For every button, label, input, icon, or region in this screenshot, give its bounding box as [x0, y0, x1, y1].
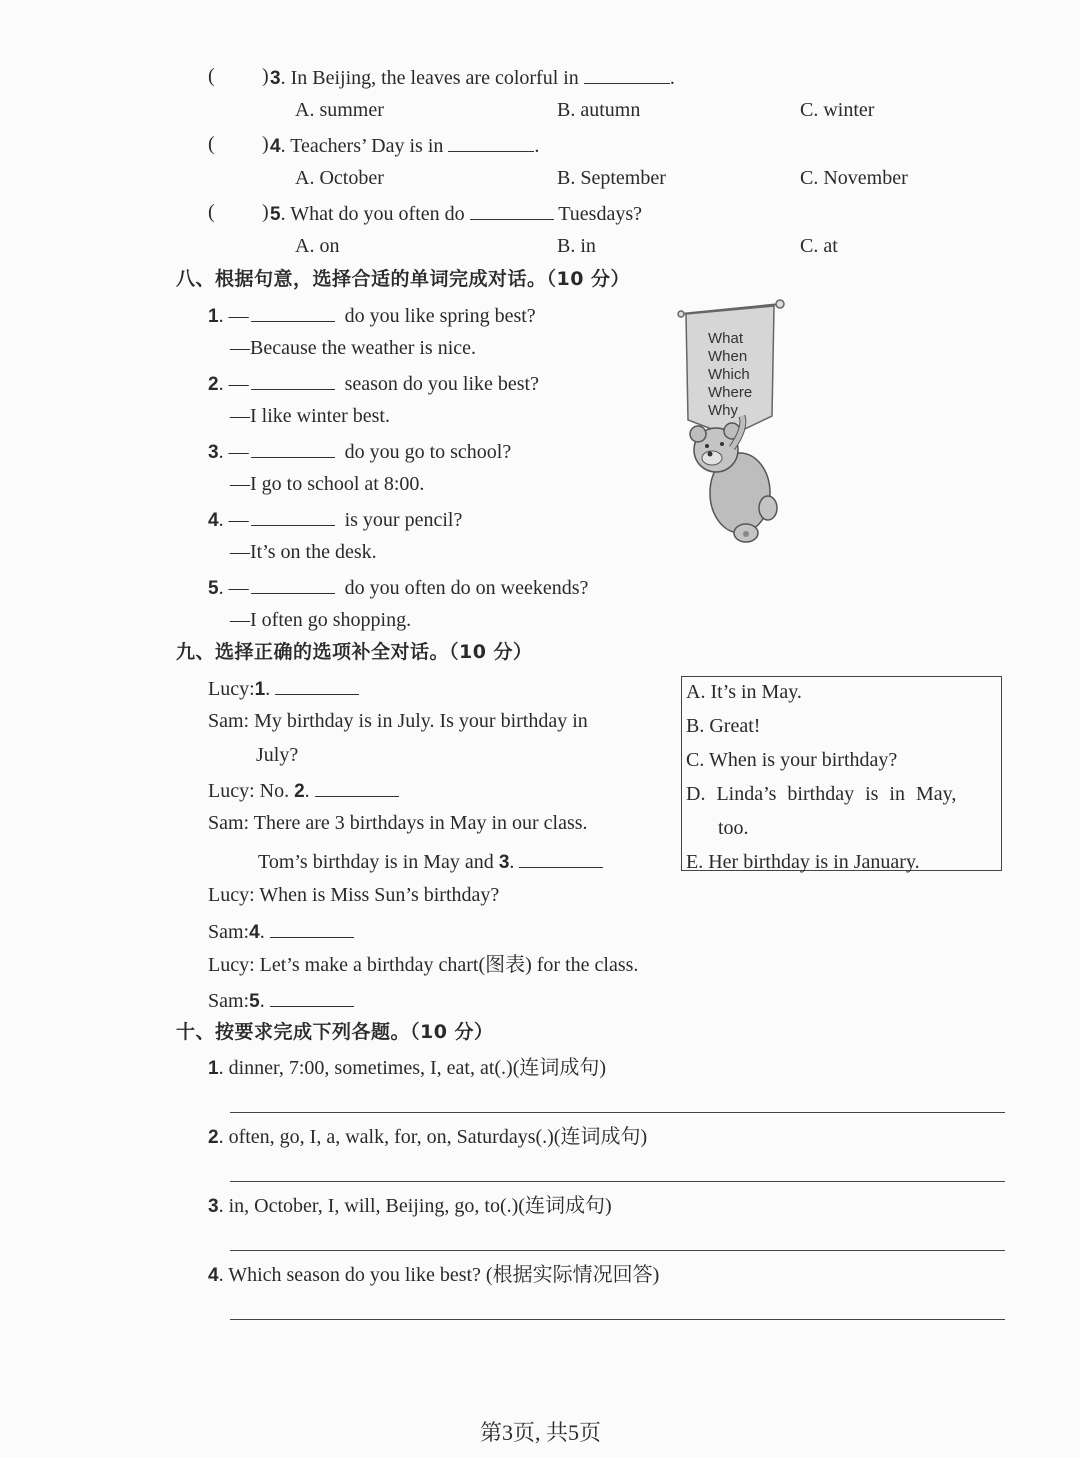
bracket-close: ): [262, 133, 269, 155]
answer-blank[interactable]: [251, 304, 335, 322]
answer-blank[interactable]: [584, 66, 670, 84]
dot: .: [304, 780, 310, 802]
answer-blank[interactable]: [275, 677, 359, 695]
speaker: Lucy:: [208, 678, 255, 700]
dialog-answer-1: —Because the weather is nice.: [230, 337, 477, 359]
option-b: B. September: [557, 167, 666, 189]
answer-blank[interactable]: [448, 134, 534, 152]
blank-number: 3: [498, 852, 510, 873]
question-text: is your pencil?: [344, 509, 463, 531]
item-number: 4: [208, 510, 219, 531]
question-number: 4: [270, 136, 281, 157]
option-c: C. November: [800, 167, 908, 189]
option-d: D. Linda’s birthday is in May,: [686, 783, 957, 805]
dialog-question-4: [208, 508, 462, 530]
answer-blank[interactable]: [251, 440, 335, 458]
blank-number: 1: [254, 679, 266, 700]
blank-number: 5: [249, 991, 260, 1012]
item-number: 2: [208, 374, 219, 395]
bracket-close: ): [262, 201, 269, 223]
answer-line-2[interactable]: [230, 1181, 1005, 1182]
dash: . —: [218, 305, 249, 327]
question-text: [270, 66, 675, 88]
item-number: 3: [208, 442, 219, 463]
dash: . —: [218, 373, 249, 395]
dialogue-line-3: July?: [256, 744, 299, 766]
dialog-answer-3: —I go to school at 8:00.: [230, 473, 425, 495]
answer-blank[interactable]: [251, 576, 335, 594]
section-9-title: 九、选择正确的选项补全对话。（10 分）: [176, 641, 533, 663]
dialog-question-3: [208, 440, 511, 462]
answer-line-3[interactable]: [230, 1250, 1005, 1251]
task-3: [208, 1196, 612, 1216]
option-a: A. October: [295, 167, 384, 189]
answer-blank[interactable]: [519, 850, 603, 868]
section-10-title: 十、按要求完成下列各题。（10 分）: [176, 1021, 494, 1043]
item-number: 2: [208, 1127, 219, 1148]
dialogue-line-6: [258, 850, 603, 872]
banner-word-list: [708, 330, 752, 420]
question-number: 3: [270, 68, 281, 89]
dialogue-line-1: [208, 677, 359, 699]
speaker: Sam:: [208, 990, 250, 1012]
item-number: 5: [208, 578, 219, 599]
blank-number: 4: [249, 922, 260, 943]
question-stem-end: .: [534, 135, 540, 157]
answer-line-1[interactable]: [230, 1112, 1005, 1113]
answer-blank[interactable]: [251, 372, 335, 390]
dialog-question-5: [208, 576, 588, 598]
answer-blank[interactable]: [270, 920, 354, 938]
dialogue-line-10: [208, 989, 354, 1011]
answer-blank[interactable]: [251, 508, 335, 526]
option-d-continued: too.: [718, 817, 749, 839]
dash: . —: [218, 441, 249, 463]
task-text: . dinner, 7:00, sometimes, I, eat, at(.)(连词成句): [218, 1057, 607, 1079]
banner-word: When: [708, 348, 748, 365]
page-number: 第3页, 共5页: [480, 1420, 602, 1445]
line-text: Tom’s birthday is in May and: [258, 851, 494, 873]
dialogue-line-7: Lucy: When is Miss Sun’s birthday?: [208, 884, 500, 906]
dialog-answer-2: —I like winter best.: [230, 405, 390, 427]
dot: .: [259, 990, 265, 1012]
question-stem: . What do you often do: [280, 203, 465, 225]
question-text: do you like spring best?: [344, 305, 536, 327]
question-stem-end: .: [669, 67, 675, 89]
option-e: E. Her birthday is in January.: [686, 851, 920, 873]
option-b: B. Great!: [686, 715, 761, 737]
question-number: 5: [270, 204, 281, 225]
speaker: Lucy: No.: [208, 780, 290, 802]
answer-bracket[interactable]: (: [208, 65, 215, 87]
question-stem-end: Tuesdays?: [558, 203, 642, 225]
option-a: A. on: [295, 235, 340, 257]
item-number: 4: [208, 1265, 219, 1286]
answer-blank[interactable]: [270, 989, 354, 1007]
answer-blank[interactable]: [470, 202, 554, 220]
task-2: [208, 1127, 647, 1147]
task-1: [208, 1058, 606, 1078]
item-number: 1: [208, 306, 219, 327]
option-a: A. summer: [295, 99, 384, 121]
answer-bracket[interactable]: (: [208, 201, 215, 223]
question-stem: . In Beijing, the leaves are colorful in: [280, 67, 579, 89]
question-text: do you go to school?: [344, 441, 512, 463]
question-stem: . Teachers’ Day is in: [280, 135, 444, 157]
task-text: . in, October, I, will, Beijing, go, to(.)(连词成句): [218, 1195, 612, 1217]
speaker: Sam:: [208, 921, 250, 943]
section-8-title: 八、根据句意，选择合适的单词完成对话。（10 分）: [176, 268, 631, 290]
dialogue-line-5: Sam: There are 3 birthdays in May in our class.: [208, 812, 588, 834]
question-text: do you often do on weekends?: [344, 577, 589, 599]
answer-bracket[interactable]: (: [208, 133, 215, 155]
answer-line-4[interactable]: [230, 1319, 1005, 1320]
bracket-close: ): [262, 65, 269, 87]
question-text: season do you like best?: [344, 373, 539, 395]
dot: .: [265, 678, 271, 700]
dialogue-line-2: Sam: My birthday is in July. Is your birthday in: [208, 710, 588, 732]
task-text: . often, go, I, a, walk, for, on, Saturdays(.)(连词成句): [218, 1126, 648, 1148]
option-c: C. When is your birthday?: [686, 749, 898, 771]
option-b: B. autumn: [557, 99, 641, 121]
options-box: [681, 676, 1002, 871]
dialogue-line-9: Lucy: Let’s make a birthday chart(图表) for the class.: [208, 954, 639, 976]
dialogue-line-4: [208, 779, 399, 801]
item-number: 1: [208, 1058, 219, 1079]
task-4: [208, 1265, 659, 1285]
dash: . —: [218, 509, 249, 531]
option-b: B. in: [557, 235, 596, 257]
option-a: A. It’s in May.: [686, 681, 802, 703]
dialog-answer-5: —I often go shopping.: [230, 609, 412, 631]
dash: . —: [218, 577, 249, 599]
question-text: [270, 134, 539, 156]
dialog-question-1: [208, 304, 536, 326]
banner-word: What: [708, 330, 744, 347]
dialogue-line-8: [208, 920, 354, 942]
bear-banner-illustration: [676, 298, 786, 548]
dot: .: [259, 921, 265, 943]
dialog-question-2: [208, 372, 539, 394]
banner-word: Why: [708, 402, 738, 419]
dialog-answer-4: —It’s on the desk.: [230, 541, 377, 563]
item-number: 3: [208, 1196, 219, 1217]
answer-blank[interactable]: [315, 779, 399, 797]
blank-number: 2: [294, 781, 305, 802]
dot: .: [509, 851, 515, 873]
option-c: C. at: [800, 235, 838, 257]
banner-word: Which: [708, 366, 750, 383]
banner-word: Where: [708, 384, 753, 401]
question-text: [270, 202, 642, 224]
task-text: . Which season do you like best? (根据实际情况回答): [218, 1264, 660, 1286]
option-c: C. winter: [800, 99, 875, 121]
